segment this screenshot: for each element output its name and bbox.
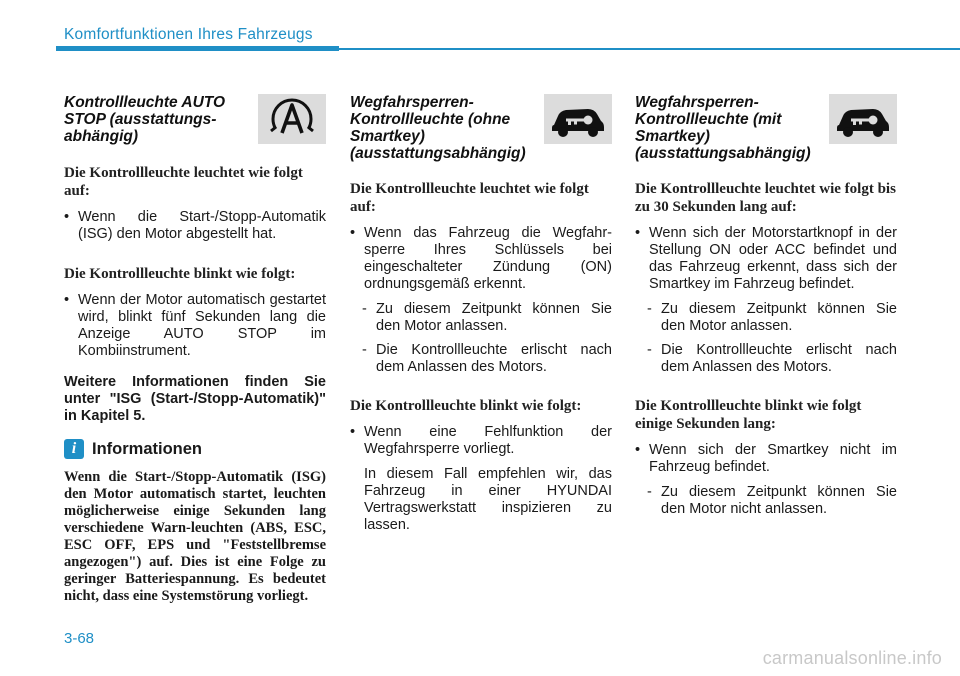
- column-immobilizer-no-smartkey: [350, 94, 612, 542]
- auto-stop-title: Kontrollleuchte AUTO STOP (ausstattungs- abhängig): [64, 94, 226, 145]
- on-dash-1: - Zu diesem Zeitpunkt können Sie den Motor anlassen.: [635, 301, 897, 335]
- heading-row: [64, 94, 326, 150]
- auto-stop-icon: [258, 94, 326, 144]
- on-heading: Die Kontrollleuchte leuchtet wie folgt auf:: [350, 181, 589, 215]
- info-label: Informationen: [92, 439, 202, 458]
- blink-bullet: • Wenn der Motor automatisch gestartet wird, blinkt fünf Sekunden lang die Anzeige AUTO STOP im Kombiinstrument.: [64, 292, 326, 360]
- on-heading: Die Kontrollleuchte leuchtet wie folgt auf:: [64, 165, 303, 199]
- on-dash-2: - Die Kontrollleuchte erlischt nach dem Anlassen des Motors.: [635, 342, 897, 376]
- info-header: [64, 439, 326, 459]
- blink-bullet: • Wenn sich der Smartkey nicht im Fahrzeug befindet.: [635, 442, 897, 476]
- blink-bullet: • Wenn eine Fehlfunktion der Wegfahrsperre vorliegt.: [350, 424, 612, 458]
- car-key-icon: [544, 94, 612, 144]
- blink-para: In diesem Fall empfehlen wir, das Fahrzeug in einer HYUNDAI Vertragswerkstatt inspizieren zu lassen.: [364, 466, 612, 533]
- info-text: Wenn die Start-/Stopp-Automatik (ISG) den Motor automatisch startet, leuchten möglicherweise einige Sekunden lang verschiedene Warn-leuchten (ABS, ESC, ESC OFF, EPS und "Feststellbremse angezogen") auf. Dies ist eine Folge zu geringer Batteriespannung. Es bedeutet nicht, dass eine Systemstörung vorliegt.: [64, 469, 326, 604]
- blink-heading: Die Kontrollleuchte blinkt wie folgt einige Sekunden lang:: [635, 398, 862, 432]
- heading-row: [350, 94, 612, 166]
- on-dash-1: - Zu diesem Zeitpunkt können Sie den Motor anlassen.: [350, 301, 612, 335]
- more-info-text: Weitere Informationen finden Sie unter "ISG (Start-/Stopp-Automatik)" in Kapitel 5.: [64, 374, 326, 424]
- blink-heading: Die Kontrollleuchte blinkt wie folgt:: [64, 266, 296, 282]
- blink-heading: Die Kontrollleuchte blinkt wie folgt:: [350, 398, 582, 414]
- page-number: 3-68: [64, 630, 95, 647]
- column-immobilizer-smartkey: [635, 94, 897, 525]
- header-rule-thin: [339, 48, 960, 50]
- on-bullet: • Wenn die Start-/Stopp-Automatik (ISG) den Motor abgestellt hat.: [64, 209, 326, 243]
- watermark: carmanualsonline.info: [762, 648, 942, 668]
- heading-row: [635, 94, 897, 166]
- info-icon: i: [64, 439, 84, 459]
- immobilizer-smartkey-title: Wegfahrsperren-Kontrollleuchte (mit Smartkey) (ausstattungsabhängig): [635, 94, 811, 162]
- immobilizer-title: Wegfahrsperren-Kontrollleuchte (ohne Smartkey) (ausstattungsabhängig): [350, 94, 526, 162]
- car-key-icon: [829, 94, 897, 144]
- on-dash-2: - Die Kontrollleuchte erlischt nach dem Anlassen des Motors.: [350, 342, 612, 376]
- column-auto-stop: [64, 94, 326, 605]
- blink-dash-1: - Zu diesem Zeitpunkt können Sie den Motor nicht anlassen.: [635, 484, 897, 518]
- on-bullet: • Wenn sich der Motorstartknopf in der Stellung ON oder ACC befindet und das Fahrzeug erkennt, dass sich der Smartkey im Fahrzeug befindet.: [635, 225, 897, 293]
- on-bullet: • Wenn das Fahrzeug die Wegfahr-sperre Ihres Schlüssels bei eingeschalteter Zündung (ON) ordnungsgemäß erkennt.: [350, 225, 612, 293]
- header-rule: [56, 46, 339, 51]
- on-heading: Die Kontrollleuchte leuchtet wie folgt bis zu 30 Sekunden lang auf:: [635, 181, 896, 215]
- section-title: Komfortfunktionen Ihres Fahrzeugs: [64, 26, 313, 43]
